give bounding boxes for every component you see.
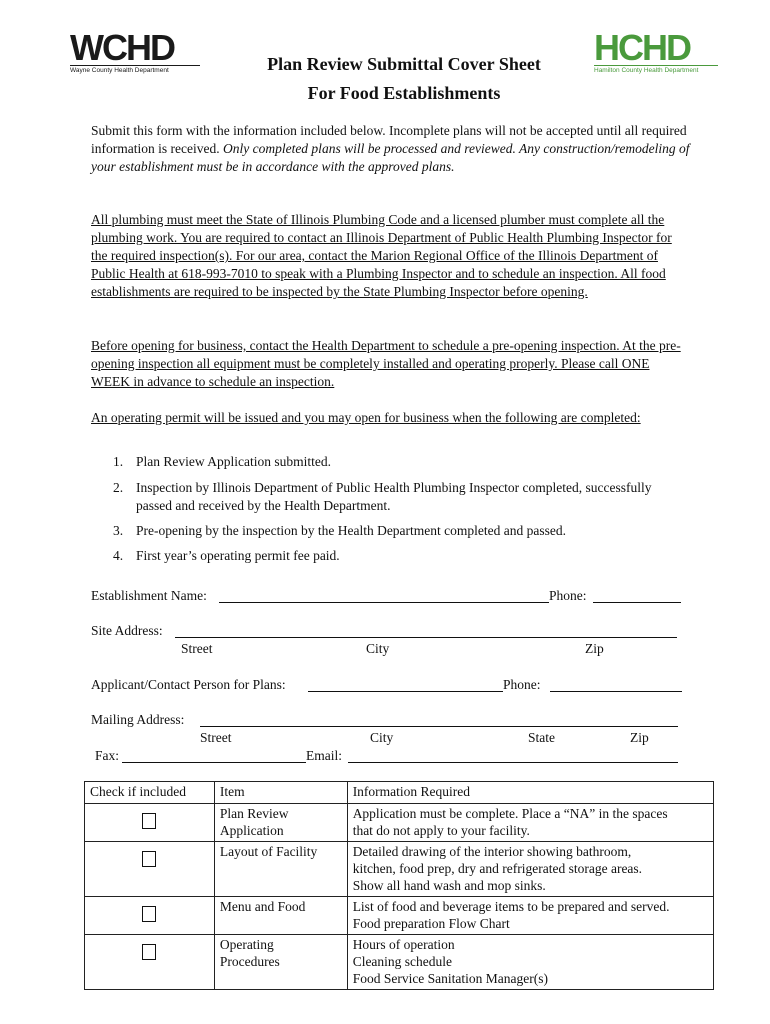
- phone-field[interactable]: [593, 602, 681, 603]
- info-line: List of food and beverage items to be prepared and served.: [352, 899, 670, 914]
- item-line: Layout of Facility: [219, 844, 318, 859]
- plumbing-paragraph: All plumbing must meet the State of Illinois Plumbing Code and a licensed plumber must complete all the plumbing work. You are required to contact an Illinois Department of Public Health Plumbing Inspector for the required inspection(s). For our area, contact the Marion Regional Office of the Illinois Department of Public Health at 618-993-7010 to speak with a Plumbing Inspector and to schedule an inspection. All food establishments are required to be inspected by the State Plumbing Inspector before opening.: [91, 212, 672, 299]
- site-address-label: Site Address:: [91, 623, 163, 638]
- check-cell: [85, 804, 215, 842]
- table-row: [85, 935, 714, 990]
- info-line: Food Service Sanitation Manager(s): [352, 971, 549, 986]
- checkbox-procedures[interactable]: [142, 944, 156, 960]
- step-text: Inspection by Illinois Department of Public Health Plumbing Inspector completed, successfully passed and received by the Health Department.: [136, 480, 652, 513]
- applicant-label: Applicant/Contact Person for Plans:: [91, 677, 286, 692]
- intro-plain: Submit this form with the information included below. Incomplete plans will not be accepted until all required information is received.: [91, 123, 687, 156]
- item-cell: [214, 897, 347, 935]
- mailing-state-caption: State: [528, 730, 555, 745]
- info-cell: [347, 842, 713, 897]
- establishment-name-label: Establishment Name:: [91, 588, 207, 603]
- step-number: 2.: [113, 480, 124, 495]
- page-subtitle: For Food Establishments: [307, 83, 501, 103]
- info-line: Application must be complete. Place a “NA” in the spaces: [352, 806, 668, 821]
- establishment-name-field[interactable]: [219, 602, 549, 603]
- fax-label: Fax:: [95, 748, 120, 763]
- site-zip-caption: Zip: [585, 641, 604, 656]
- step-number: 1.: [113, 454, 124, 469]
- fax-field[interactable]: [122, 762, 306, 763]
- info-line: Cleaning schedule: [352, 954, 453, 969]
- phone-label: Phone:: [549, 588, 587, 603]
- applicant-field[interactable]: [308, 691, 503, 692]
- item-line: Application: [219, 823, 284, 838]
- info-line: Detailed drawing of the interior showing bathroom,: [352, 844, 632, 859]
- info-line: kitchen, food prep, dry and refrigerated storage areas.: [352, 861, 643, 876]
- table-row: [85, 804, 714, 842]
- preopening-paragraph: Before opening for business, contact the Health Department to schedule a pre-opening inspection. At the pre-opening inspection all equipment must be completely installed and operating properly. Please call ONE WEEK in advance to schedule an inspection.: [91, 338, 681, 389]
- permit-paragraph: An operating permit will be issued and you may open for business when the following are completed:: [91, 410, 641, 425]
- item-cell: [214, 804, 347, 842]
- intro-paragraph: [91, 122, 691, 176]
- check-cell: [85, 842, 215, 897]
- hchd-logo-abbr: HCHD: [594, 27, 690, 68]
- header-item: Item: [214, 782, 347, 804]
- header-check: Check if included: [85, 782, 215, 804]
- mailing-street-caption: Street: [200, 730, 232, 745]
- intro-italic: Only completed plans will be processed and reviewed. Any construction/remodeling of your establishment must be in accordance with the approved plans.: [91, 141, 690, 174]
- mailing-zip-caption: Zip: [630, 730, 649, 745]
- info-line: Hours of operation: [352, 937, 455, 952]
- info-cell: [347, 935, 713, 990]
- checkbox-menu[interactable]: [142, 906, 156, 922]
- item-cell: [214, 842, 347, 897]
- item-cell: [214, 935, 347, 990]
- step-text: First year’s operating permit fee paid.: [136, 548, 340, 563]
- email-field[interactable]: [348, 762, 678, 763]
- info-cell: [347, 897, 713, 935]
- table-header-row: [85, 782, 714, 804]
- applicant-phone-field[interactable]: [550, 691, 682, 692]
- page-title: Plan Review Submittal Cover Sheet: [267, 54, 541, 74]
- step-text: Pre-opening by the inspection by the Health Department completed and passed.: [136, 523, 567, 538]
- mailing-city-caption: City: [370, 730, 394, 745]
- hchd-logo-name: Hamilton County Health Department: [594, 65, 718, 75]
- info-line: Food preparation Flow Chart: [352, 916, 510, 931]
- site-address-field[interactable]: [175, 637, 677, 638]
- check-cell: [85, 897, 215, 935]
- info-cell: [347, 804, 713, 842]
- site-city-caption: City: [366, 641, 390, 656]
- step-number: 4.: [113, 548, 124, 563]
- table-row: [85, 897, 714, 935]
- step-number: 3.: [113, 523, 124, 538]
- submittal-checklist-table: [84, 781, 714, 990]
- info-line: that do not apply to your facility.: [352, 823, 530, 838]
- mailing-address-label: Mailing Address:: [91, 712, 185, 727]
- wchd-logo-abbr: WCHD: [70, 27, 174, 68]
- header-info: Information Required: [347, 782, 713, 804]
- table-row: [85, 842, 714, 897]
- wchd-logo-name: Wayne County Health Department: [70, 65, 200, 75]
- item-line: Operating: [219, 937, 274, 952]
- checkbox-plan-review[interactable]: [142, 813, 156, 829]
- step-text: Plan Review Application submitted.: [136, 454, 331, 469]
- site-street-caption: Street: [181, 641, 213, 656]
- email-label: Email:: [306, 748, 342, 763]
- item-line: Procedures: [219, 954, 280, 969]
- item-line: Menu and Food: [219, 899, 306, 914]
- applicant-phone-label: Phone:: [503, 677, 541, 692]
- check-cell: [85, 935, 215, 990]
- checkbox-layout[interactable]: [142, 851, 156, 867]
- item-line: Plan Review: [219, 806, 289, 821]
- info-line: Show all hand wash and mop sinks.: [352, 878, 546, 893]
- mailing-address-field[interactable]: [200, 726, 678, 727]
